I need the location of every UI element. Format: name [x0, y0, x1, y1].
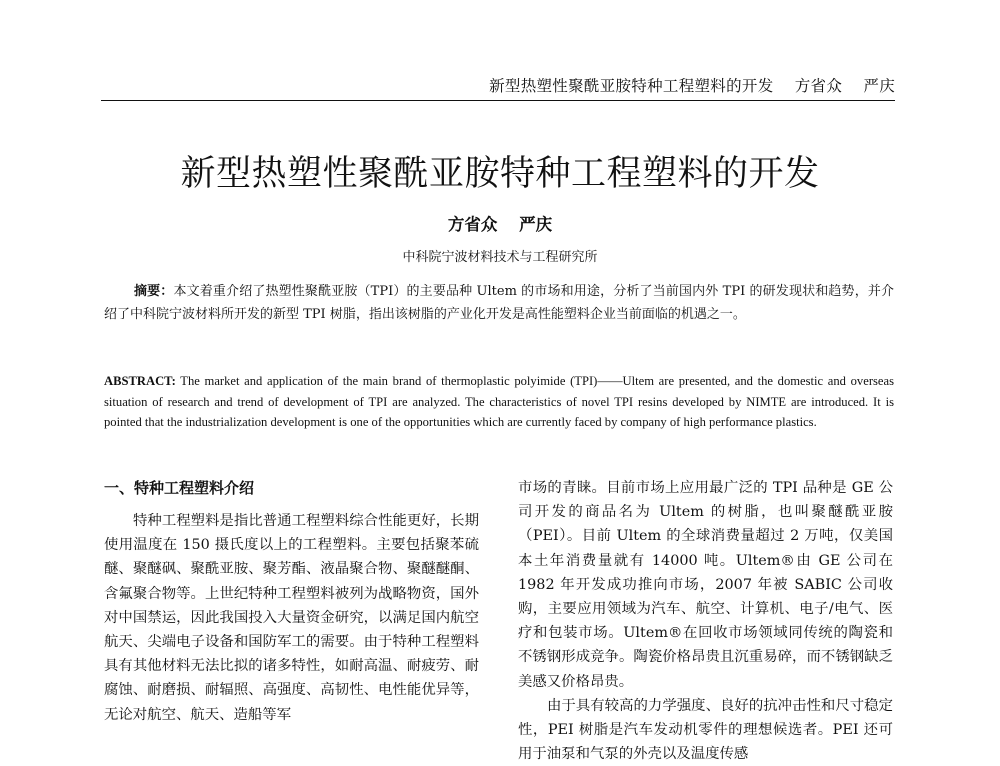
body-paragraph: 市场的青睐。目前市场上应用最广泛的 TPI 品种是 GE 公司开发的商品名为 Ultem 的树脂，也叫聚醚酰亚胺（PEI）。目前 Ultem 的全球消费量超过 2 万吨，仅美国本土年消费量就有 14000 吨。Ultem®由 GE 公司在 1982 年开发成功推向市场，2007 年被 SABIC 公司收购，主要应用领域为汽车、航空、计算机、电子/电气、医疗和包装市场。Ultem®在回收市场领域同传统的陶瓷和不锈钢形成竞争。陶瓷价格昂贵且沉重易碎，而不锈钢缺乏美感又价格昂贵。 — [518, 480, 893, 690]
body-paragraph: 特种工程塑料是指比普通工程塑料综合性能更好，长期使用温度在 150 摄氏度以上的工程塑料。主要包括聚苯硫醚、聚醚砜、聚酰亚胺、聚芳酯、液晶聚合物、聚醚醚酮、含氟聚合物等。上世纪特种工程塑料被列为战略物资，国外对中国禁运，因此我国投入大量资金研究，以满足国内航空航天、尖端电子设备和国防军工的需要。由于特种工程塑料具有其他材料无法比拟的诸多特性，如耐高温、耐疲劳、耐腐蚀、耐磨损、耐辐照、高强度、高韧性、电性能优异等，无论对航空、航天、造船等军 — [104, 513, 479, 723]
abstract-en-label: ABSTRACT: — [104, 374, 176, 388]
paper-title: 新型热塑性聚酰亚胺特种工程塑料的开发 — [180, 154, 820, 194]
running-head — [101, 74, 895, 101]
abstract-en-text: The market and application of the main brand of thermoplastic polyimide (TPI)——Ultem are presented, and the domestic and overseas situation of research and trend of development of TPI are analyzed. The characteristics of novel TPI resins developed by NIMTE are introduced. It is pointed that the industrialization development is one of the opportunities which are currently faced by company of high performance plastics. — [104, 374, 894, 429]
abstract-english — [104, 371, 894, 433]
author-list — [0, 213, 1000, 237]
body-column-left — [104, 476, 479, 727]
body-paragraph: 由于具有较高的力学强度、良好的抗冲击性和尺寸稳定性，PEI 树脂是汽车发动机零件的理想候选者。PEI 还可用于油泵和气泵的外壳以及温度传感 — [518, 697, 893, 763]
running-head-author-2: 严庆 — [863, 77, 895, 95]
abstract-cn-text: 本文着重介绍了热塑性聚酰亚胺（TPI）的主要品种 Ultem 的市场和用途，分析了当前国内外 TPI 的研发现状和趋势，并介绍了中科院宁波材料所开发的新型 TPI 树脂，指出该树脂的产业化开发是高性能塑料企业当前面临的机遇之一。 — [104, 284, 894, 322]
author-name: 方省众 — [447, 215, 498, 234]
abstract-cn-label: 摘要： — [134, 284, 174, 299]
running-head-author-1: 方省众 — [794, 77, 843, 95]
running-head-title: 新型热塑性聚酰亚胺特种工程塑料的开发 — [489, 77, 774, 95]
affiliation: 中科院宁波材料技术与工程研究所 — [402, 250, 598, 265]
abstract-chinese — [104, 280, 894, 326]
author-name: 严庆 — [519, 215, 553, 234]
section-heading: 一、特种工程塑料介绍 — [104, 479, 255, 497]
body-column-right — [518, 476, 893, 766]
